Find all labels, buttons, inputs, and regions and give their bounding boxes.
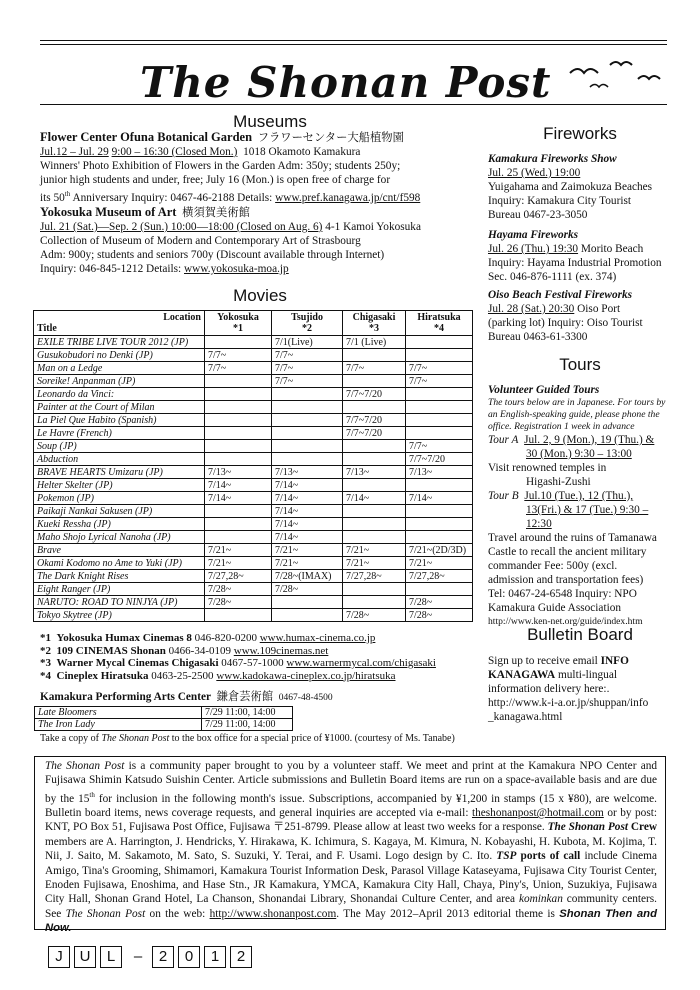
- showing-date-cell: 7/7~: [272, 349, 343, 362]
- showing-date-cell: [205, 609, 272, 622]
- info-text: kominkan: [518, 893, 563, 906]
- showing-date-cell: 7/28~: [343, 609, 406, 622]
- bulletin-link[interactable]: http://www.k-i-a.or.jp/shuppan/info: [488, 697, 649, 709]
- flower-center-line: its 50: [40, 191, 65, 204]
- kamakura-fireworks-line: Yuigahama and Zaimokuza Beaches: [488, 181, 653, 193]
- showing-date-cell: [343, 583, 406, 596]
- showing-date-cell: 7/13~: [343, 466, 406, 479]
- showing-date-cell: [272, 453, 343, 466]
- showing-date-cell: [205, 531, 272, 544]
- showing-date-cell: [343, 479, 406, 492]
- table-row: [34, 583, 473, 596]
- showing-date-cell: [272, 596, 343, 609]
- showing-date-cell: 7/21~: [406, 557, 473, 570]
- cinema-entry: [40, 657, 436, 670]
- showing-date-cell: [205, 440, 272, 453]
- tour-a-desc: Visit renowned temples in: [488, 462, 607, 474]
- tours-link[interactable]: http://www.ken-net.org/guide/index.htm: [488, 616, 643, 627]
- cinema-entry: [40, 645, 436, 658]
- table-row: [34, 544, 473, 557]
- flower-center-listing: [40, 130, 420, 205]
- showing-date-cell: 7/21~: [343, 544, 406, 557]
- date-char-box: J: [48, 946, 70, 968]
- yokosuka-museum-line: Adm: 900y; students and seniors 700y (Discount available through Internet): [40, 249, 385, 261]
- info-text: ports of call: [516, 850, 581, 863]
- cinema-ref: *1: [40, 632, 51, 644]
- table-row: [34, 440, 473, 453]
- movie-title-cell: Eight Ranger (JP): [34, 583, 205, 596]
- pac-note-text: to the box office for a special price of ¥1000. (courtesy of Ms. Tanabe): [169, 733, 455, 744]
- top-rule-2: [40, 44, 667, 45]
- flower-center-address: 1018 Okamoto Kamakura: [243, 146, 361, 158]
- hayama-fireworks-line: Sec. 046-876-1111 (ex. 374): [488, 271, 617, 283]
- yokosuka-museum-dates: Jul. 21 (Sat.)—Sep. 2 (Sun.) 10:00—18:00 (Closed on Aug. 6): [40, 221, 323, 233]
- showing-date-cell: [343, 505, 406, 518]
- cinema-link[interactable]: www.kadokawa-cineplex.co.jp/hiratsuka: [216, 669, 396, 682]
- yokosuka-museum-line: Inquiry: 046-845-1212 Details:: [40, 263, 185, 275]
- movie-title-cell: Kueki Ressha (JP): [34, 518, 205, 531]
- date-char-box: 1: [204, 946, 226, 968]
- movie-title-cell: La Piel Que Habito (Spanish): [34, 414, 205, 427]
- showing-date-cell: 7/21~: [205, 557, 272, 570]
- oiso-fireworks-place: Oiso Port: [574, 303, 621, 315]
- movie-title-cell: NARUTO: ROAD TO NINJYA (JP): [34, 596, 205, 609]
- cinema-ref: *1: [233, 323, 243, 334]
- tour-b-desc: admission and transportation fees): [488, 574, 644, 586]
- cinema-header: [272, 311, 343, 336]
- showing-date-cell: 7/7~: [406, 375, 473, 388]
- showing-date-cell: [205, 505, 272, 518]
- table-row: [34, 453, 473, 466]
- oiso-fireworks-line: (parking lot) Inquiry: Oiso Tourist: [488, 317, 643, 329]
- showing-date-cell: 7/21~: [205, 544, 272, 557]
- showing-date-cell: 7/14~: [272, 505, 343, 518]
- table-row: [34, 362, 473, 375]
- cinema-phone: 046-820-0200: [191, 632, 260, 644]
- showing-date-cell: 7/21~: [272, 557, 343, 570]
- date-char-box: U: [74, 946, 96, 968]
- bulletin-link[interactable]: _kanagawa.html: [488, 711, 563, 723]
- cinema-name: 109 CINEMAS Shonan: [56, 644, 166, 657]
- table-row: [34, 609, 473, 622]
- oiso-fireworks-title: Oiso Beach Festival Fireworks: [488, 289, 633, 301]
- showing-date-cell: [205, 414, 272, 427]
- showing-date-cell: 7/28~: [205, 583, 272, 596]
- showing-date-cell: [272, 388, 343, 401]
- cinema-ref: *3: [40, 657, 51, 669]
- showing-date-cell: 7/14~: [272, 492, 343, 505]
- info-text: members are A. Harrington, J. Hendricks, Y. Hirakawa, K. Ichimura, S. Kagaya, M. Kimura, N. Kobayashi, H. Kubota, M. Kojima, T. Nii, J. Saito, M. Sakamoto, M. Sato, S. Suzuki, Y. Terai, and F. Usami. Logo design by C. Ito.: [45, 835, 657, 863]
- table-row: [34, 401, 473, 414]
- pac-note-text: The Shonan Post: [101, 733, 170, 744]
- oiso-fireworks-line: Bureau 0463-61-3300: [488, 331, 588, 343]
- info-text: community centers. See: [45, 893, 657, 920]
- tour-b-date: Jul.10 (Tue.), 12 (Thu.),: [524, 490, 634, 502]
- date-char-box: 0: [178, 946, 200, 968]
- showing-date-cell: 7/7~: [205, 349, 272, 362]
- showing-date-cell: [205, 401, 272, 414]
- fireworks-heading: Fireworks: [543, 124, 617, 143]
- table-row: [35, 719, 293, 731]
- info-text: is a community paper brought to you by a volunteer staff. We meet and print at the Kamakura NPO Center and Fujisawa Shimin Katsudo Suishin Center. Article submissions and Bulletin Board items are run on a space-available basis and are due by the 15: [45, 760, 658, 805]
- showing-date-cell: 7/13~: [205, 466, 272, 479]
- tour-b-label: Tour B: [488, 490, 519, 502]
- cinema-link[interactable]: www.warnermycal.com/chigasaki: [286, 657, 436, 669]
- tour-a-date: 30 (Mon.) 9:30 – 13:00: [526, 448, 632, 460]
- flower-center-title: Flower Center Ofuna Botanical Garden: [40, 130, 253, 144]
- cinema-ref: *4: [434, 323, 444, 334]
- showing-date-cell: 7/28~: [406, 596, 473, 609]
- tours-intro: an English-speaking guide, please phone the: [488, 409, 660, 420]
- showing-date-cell: 7/14~: [272, 518, 343, 531]
- tours-intro: office. Registration 1 week in advance: [488, 421, 635, 432]
- top-rule: [40, 40, 667, 41]
- kamakura-fireworks-date: Jul. 25 (Wed.) 19:00: [488, 167, 581, 179]
- cinema-link[interactable]: www.humax-cinema.co.jp: [259, 632, 376, 644]
- cinema-phone: 0466-34-0109: [165, 644, 234, 657]
- info-text: The Shonan Post: [65, 907, 146, 920]
- bulletin-bold: INFO: [600, 655, 629, 667]
- pac-date-cell: 7/29 11:00, 14:00: [202, 719, 293, 731]
- flower-center-line: Anniversary Inquiry: 0467-46-2188 Details:: [70, 191, 276, 204]
- showing-date-cell: 7/27,28~: [406, 570, 473, 583]
- cinema-name: Cineplex Hiratsuka: [56, 669, 149, 682]
- yokosuka-museum-line: Collection of Museum of Modern and Contemporary Art of Strasbourg: [40, 235, 361, 247]
- movie-title-cell: EXILE TRIBE LIVE TOUR 2012 (JP): [34, 336, 205, 349]
- pac-date-cell: 7/29 11:00, 14:00: [202, 707, 293, 719]
- showing-date-cell: [406, 479, 473, 492]
- movie-title-cell: Okami Kodomo no Ame to Yuki (JP): [34, 557, 205, 570]
- date-char-box: 2: [230, 946, 252, 968]
- showing-date-cell: 7/7~: [406, 440, 473, 453]
- showing-date-cell: 7/14~: [272, 479, 343, 492]
- showing-date-cell: [406, 427, 473, 440]
- showing-date-cell: [406, 583, 473, 596]
- hayama-fireworks-line: Inquiry: Hayama Industrial Promotion: [488, 257, 662, 269]
- showing-date-cell: 7/7~: [205, 362, 272, 375]
- movie-title-cell: Paikaji Nankai Sakusen (JP): [34, 505, 205, 518]
- movie-title-cell: Gusukobudori no Denki (JP): [34, 349, 205, 362]
- info-text: The Shonan Post: [547, 821, 628, 834]
- bulletin-line: multi-lingual: [555, 669, 617, 681]
- showing-date-cell: 7/7~7/20: [343, 427, 406, 440]
- cinema-name: Tsujido: [291, 312, 323, 323]
- showing-date-cell: [205, 427, 272, 440]
- table-row: [34, 531, 473, 544]
- hayama-fireworks-date: Jul. 26 (Thu.) 19:30: [488, 243, 579, 255]
- cinema-name: Hiratsuka: [417, 312, 461, 323]
- showing-date-cell: [205, 375, 272, 388]
- oiso-fireworks: [488, 288, 643, 344]
- info-text: The Shonan Post: [45, 760, 125, 772]
- info-box-text: [45, 759, 657, 936]
- yokosuka-museum-link[interactable]: www.yokosuka-moa.jp: [184, 263, 289, 275]
- showing-date-cell: [272, 401, 343, 414]
- showing-date-cell: 7/7~: [272, 362, 343, 375]
- pac-title-jp: 鎌倉芸術館: [216, 691, 274, 703]
- tours-heading: Tours: [559, 355, 601, 374]
- showing-date-cell: 7/1(Live): [272, 336, 343, 349]
- cinema-ref: *2: [40, 644, 51, 657]
- seagulls-icon: [560, 55, 670, 95]
- movies-table-body: [34, 336, 473, 622]
- table-row: [34, 414, 473, 427]
- showing-date-cell: 7/27,28~: [343, 570, 406, 583]
- bulletin-line: Sign up to receive email: [488, 655, 601, 667]
- info-text: or by post: KNT, PO Box 51, Fujisawa Post Office, Fujisawa 〒251-8799. Please allow at least two weeks for a response.: [45, 806, 657, 834]
- hayama-fireworks-place: Morito Beach: [578, 243, 644, 255]
- tour-b-desc: Travel around the ruins of Tamanawa: [488, 532, 657, 544]
- tour-a-date: Jul. 2, 9 (Mon.), 19 (Thu.) &: [524, 434, 655, 446]
- flower-center-line: Winners' Photo Exhibition of Flowers in the Garden Adm: 350y; students 250y;: [40, 160, 401, 172]
- title-header: Title: [37, 323, 57, 334]
- tour-b-desc: Kamakura Guide Association: [488, 602, 622, 614]
- bulletin-heading: Bulletin Board: [527, 625, 633, 644]
- table-row: [34, 349, 473, 362]
- showing-date-cell: 7/14~: [406, 492, 473, 505]
- showing-date-cell: 7/28~: [205, 596, 272, 609]
- pac-phone: 0467-48-4500: [278, 693, 333, 703]
- showing-date-cell: [205, 388, 272, 401]
- email-link[interactable]: theshonanpost@hotmail.com: [471, 806, 604, 819]
- cinema-name: Warner Mycal Cinemas Chigasaki: [56, 657, 219, 669]
- movie-title-cell: Painter at the Court of Milan: [34, 401, 205, 414]
- oiso-fireworks-date: Jul. 28 (Sat.) 20:30: [488, 303, 575, 315]
- cinema-ref: *2: [302, 323, 312, 334]
- flower-center-line: junior high students and under, free; July 16 (Mon.) is open free of charge for: [40, 174, 391, 186]
- showing-date-cell: [205, 453, 272, 466]
- cinema-entry: [40, 670, 436, 683]
- tour-a-label: Tour A: [488, 434, 519, 446]
- masthead-rule: [40, 104, 667, 105]
- showing-date-cell: [406, 401, 473, 414]
- movie-title-cell: Soup (JP): [34, 440, 205, 453]
- flower-center-link[interactable]: www.pref.kanagawa.jp/cnt/f598: [275, 191, 421, 204]
- kamakura-fireworks: [488, 152, 652, 222]
- showing-date-cell: 7/7~: [406, 362, 473, 375]
- showing-date-cell: [406, 349, 473, 362]
- showing-date-cell: [406, 388, 473, 401]
- tour-b-desc: Castle to recall the ancient military: [488, 546, 647, 558]
- yokosuka-museum-title: Yokosuka Museum of Art: [40, 205, 177, 219]
- movie-title-cell: Maho Shojo Lyrical Nanoha (JP): [34, 531, 205, 544]
- tour-a-desc: Higashi-Zushi: [526, 476, 591, 488]
- showing-date-cell: 7/7~: [272, 375, 343, 388]
- cinema-header: [406, 311, 473, 336]
- showing-date-cell: 7/13~: [406, 466, 473, 479]
- movie-title-cell: Leonardo da Vinci:: [34, 388, 205, 401]
- showing-date-cell: [205, 518, 272, 531]
- tour-b-date: 13(Fri.) & 17 (Tue.) 9:30 –: [526, 504, 649, 516]
- cinema-phone: 0463-25-2500: [148, 669, 217, 682]
- date-char-box: –: [133, 948, 143, 965]
- cinema-name: Yokosuka: [217, 312, 259, 323]
- cinema-link[interactable]: www.109cinemas.net: [233, 644, 329, 657]
- table-row: [34, 479, 473, 492]
- cinema-ref: *4: [40, 669, 51, 682]
- table-row: [34, 518, 473, 531]
- showing-date-cell: [343, 349, 406, 362]
- yokosuka-museum-title-jp: 横須賀美術館: [182, 207, 250, 219]
- showing-date-cell: [406, 336, 473, 349]
- info-text: Crew: [628, 821, 657, 834]
- cinema-name: Yokosuka Humax Cinemas 8: [56, 632, 192, 644]
- table-row: [34, 505, 473, 518]
- table-row: [35, 707, 293, 719]
- showing-date-cell: 7/27,28~: [205, 570, 272, 583]
- showing-date-cell: [343, 596, 406, 609]
- kamakura-fireworks-line: Inquiry: Kamakura City Tourist: [488, 195, 632, 207]
- hayama-fireworks-title: Hayama Fireworks: [488, 229, 579, 241]
- showing-date-cell: 7/21~(2D/3D): [406, 544, 473, 557]
- showing-date-cell: 7/28~: [272, 583, 343, 596]
- cinema-ref: *3: [369, 323, 379, 334]
- cinema-list: [40, 632, 436, 682]
- showing-date-cell: 7/21~: [343, 557, 406, 570]
- table-row: [34, 492, 473, 505]
- yokosuka-museum-listing: [40, 205, 421, 276]
- movie-title-cell: The Dark Knight Rises: [34, 570, 205, 583]
- pac-title: Kamakura Performing Arts Center: [40, 691, 211, 703]
- showing-date-cell: [343, 518, 406, 531]
- pac-note: [40, 732, 455, 746]
- cinema-header: [205, 311, 272, 336]
- movie-title-cell: Abduction: [34, 453, 205, 466]
- movie-title-cell: BRAVE HEARTS Umizaru (JP): [34, 466, 205, 479]
- date-char-box: L: [100, 946, 122, 968]
- showing-date-cell: 7/14~: [205, 492, 272, 505]
- showing-date-cell: 7/7~: [343, 362, 406, 375]
- tours-title: Volunteer Guided Tours: [488, 384, 600, 396]
- tour-b-desc: commander Fee: 500y (excl.: [488, 560, 618, 572]
- bulletin-line: information delivery here:.: [488, 683, 610, 695]
- yokosuka-museum-address: 4-1 Kamoi Yokosuka: [322, 221, 421, 233]
- showing-date-cell: 7/7~7/20: [343, 414, 406, 427]
- showing-date-cell: 7/21~: [272, 544, 343, 557]
- showing-date-cell: [406, 414, 473, 427]
- flower-center-title-jp: フラワーセンター大船植物園: [257, 132, 404, 144]
- table-header-row: [34, 311, 473, 336]
- info-text: . The May 2012–April 2013 editorial theme is: [336, 907, 560, 920]
- table-row: [34, 570, 473, 583]
- showing-date-cell: [406, 518, 473, 531]
- movie-title-cell: Soreike! Anpanman (JP): [34, 375, 205, 388]
- showing-date-cell: [272, 440, 343, 453]
- editorial-theme: Shonan Then and Now.: [45, 907, 657, 935]
- table-row: [34, 336, 473, 349]
- kamakura-fireworks-line: Bureau 0467-23-3050: [488, 209, 588, 221]
- movie-title-cell: Pokemon (JP): [34, 492, 205, 505]
- showing-date-cell: 7/28~(IMAX): [272, 570, 343, 583]
- showing-date-cell: [272, 609, 343, 622]
- cinema-entry: [40, 632, 436, 645]
- showing-date-cell: 7/14~: [272, 531, 343, 544]
- location-title-header: [34, 311, 205, 336]
- cinema-name: Chigasaki: [352, 312, 396, 323]
- location-header: Location: [163, 312, 201, 323]
- showing-date-cell: 7/14~: [343, 492, 406, 505]
- date-char-box: 2: [152, 946, 174, 968]
- showing-date-cell: [343, 531, 406, 544]
- table-row: [34, 375, 473, 388]
- superscript: th: [64, 190, 71, 198]
- showing-date-cell: [343, 401, 406, 414]
- cinema-header: [343, 311, 406, 336]
- masthead: The Shonan Post: [140, 58, 552, 107]
- website-link[interactable]: http://www.shonanpost.com: [209, 907, 337, 920]
- movie-title-cell: Helter Skelter (JP): [34, 479, 205, 492]
- tour-b-date: 12:30: [526, 518, 552, 530]
- showing-date-cell: 7/14~: [205, 479, 272, 492]
- hayama-fireworks: [488, 228, 662, 284]
- tours-intro: The tours below are in Japanese. For tours by: [488, 397, 666, 408]
- movie-title-cell: Le Havre (French): [34, 427, 205, 440]
- showing-date-cell: 7/28~: [406, 609, 473, 622]
- showing-date-cell: 7/1 (Live): [343, 336, 406, 349]
- movie-title-cell: Brave: [34, 544, 205, 557]
- movies-table: [33, 310, 473, 622]
- flower-center-dates: Jul.12 – Jul. 29: [40, 146, 109, 158]
- movie-title-cell: Man on a Ledge: [34, 362, 205, 375]
- movies-heading: Movies: [233, 286, 287, 305]
- table-row: [34, 557, 473, 570]
- pac-note-text: Take a copy of: [40, 733, 102, 744]
- showing-date-cell: [406, 531, 473, 544]
- info-text: on the web:: [145, 907, 210, 920]
- showing-date-cell: [272, 427, 343, 440]
- showing-date-cell: [343, 440, 406, 453]
- info-text: include Cinema Amigo, Tina's Grooming, Shimamori, Kamakura Tourist Information Desk, Parasol Village Kataseyama, Fujisawa City Tourist Center, Enoden Fujisawa, Enoshima, and Hase Stn., JR Kamakura, YMCA, Kamakura City Hall, Chaya, Piny's, Union, Suzukiya, Fujisawa City Hall, Shonan Grand Hotel, La Chanson, Shonandai Library, Shonandai Culture Center, and area: [45, 850, 657, 906]
- showing-date-cell: 7/7~7/20: [343, 388, 406, 401]
- flower-center-hours: 9:00 – 16:30 (Closed Mon.): [111, 146, 238, 158]
- pac-table: [34, 706, 293, 731]
- bulletin-section: [488, 654, 648, 724]
- tours-section: [488, 383, 665, 629]
- pac-title-cell: The Iron Lady: [35, 719, 202, 731]
- showing-date-cell: [343, 375, 406, 388]
- bulletin-bold: KANAGAWA: [488, 669, 556, 681]
- showing-date-cell: 7/7~7/20: [406, 453, 473, 466]
- showing-date-cell: [406, 505, 473, 518]
- pac-title-cell: Late Bloomers: [35, 707, 202, 719]
- museums-heading: Museums: [233, 112, 307, 131]
- table-row: [34, 596, 473, 609]
- showing-date-cell: [343, 453, 406, 466]
- cinema-phone: 0467-57-1000: [218, 657, 287, 669]
- showing-date-cell: [205, 336, 272, 349]
- showing-date-cell: 7/13~: [272, 466, 343, 479]
- tour-b-desc: Tel: 0467-24-6548 Inquiry: NPO: [488, 588, 637, 600]
- info-text: TSP: [496, 850, 517, 863]
- table-row: [34, 466, 473, 479]
- movie-title-cell: Tokyo Skytree (JP): [34, 609, 205, 622]
- table-row: [34, 388, 473, 401]
- info-text: for inclusion in the following month's issue. Subscriptions, accompanied by ¥1,200 in stamps (15 x ¥80), are welcome. Bulletin board items, news coverage requests, and general inquiries are accepted via e-mail:: [45, 792, 657, 819]
- kamakura-fireworks-title: Kamakura Fireworks Show: [488, 153, 617, 165]
- table-row: [34, 427, 473, 440]
- showing-date-cell: [272, 414, 343, 427]
- superscript: th: [89, 790, 95, 799]
- pac-heading: [40, 690, 333, 705]
